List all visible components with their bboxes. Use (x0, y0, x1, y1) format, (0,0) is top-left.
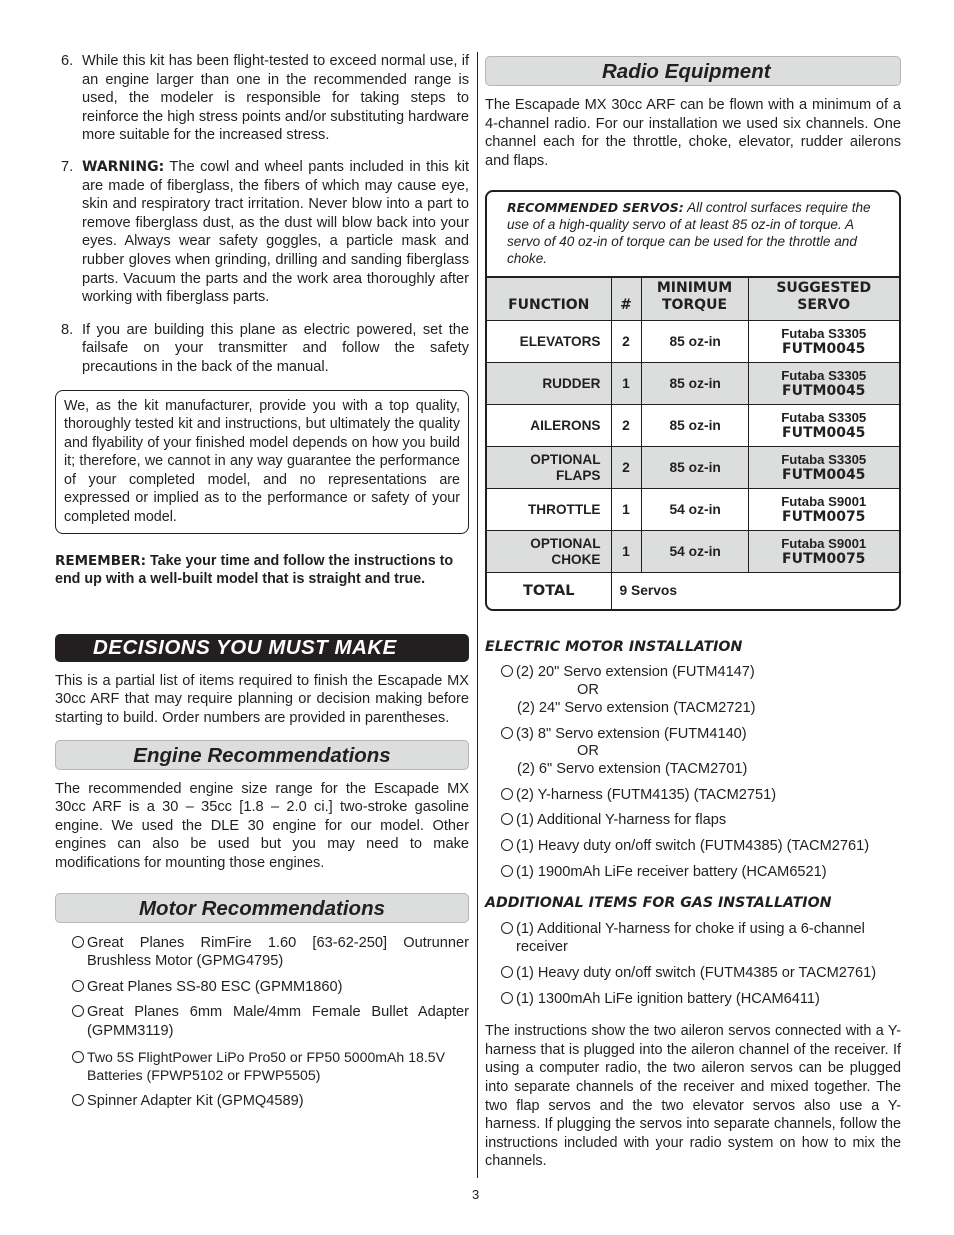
servo-cell: Futaba S3305 FUTM0045 (748, 447, 899, 489)
torque-cell: 85 oz-in (641, 447, 748, 489)
remember-label: REMEMBER: (55, 552, 147, 569)
column-header-torque: MINIMUM TORQUE (641, 277, 748, 321)
list-item: Great Planes SS-80 ESC (GPMM1860) (70, 978, 469, 997)
column-header-function: FUNCTION (487, 277, 611, 321)
count-cell: 1 (611, 363, 641, 405)
table-row (487, 321, 899, 363)
engine-heading: Engine Recommendations (55, 740, 469, 770)
checkbox-circle-icon (72, 1094, 84, 1106)
table-row (487, 489, 899, 531)
list-item: Spinner Adapter Kit (GPMQ4589) (70, 1092, 469, 1111)
gas-checklist (485, 920, 901, 1008)
list-item: (1) 1900mAh LiFe receiver battery (HCAM6521) (499, 863, 901, 882)
item-number: 8. (61, 321, 74, 338)
list-item: Great Planes RimFire 1.60 [63-62-250] Outrunner Brushless Motor (GPMG4795) (70, 934, 469, 971)
servo-note-label: RECOMMENDED SERVOS: (507, 200, 684, 216)
count-cell: 1 (611, 531, 641, 573)
list-item: (2) Y-harness (FUTM4135) (TACM2751) (499, 786, 901, 805)
motor-heading: Motor Recommendations (55, 893, 469, 923)
function-cell: ELEVATORS (487, 321, 611, 363)
item-text: While this kit has been flight-tested to exceed normal use, if an engine larger than one in the recommended range is used, the modeler is responsible for taking steps to reinforce the high stress points and/or substituting hardware more suitable for the increased stress. (82, 53, 469, 144)
list-item: (1) Additional Y-harness for flaps (499, 811, 901, 830)
checkbox-circle-icon (501, 727, 513, 739)
list-item: (2) 20" Servo extension (FUTM4147) OR (2) 24" Servo extension (TACM2721) (499, 663, 901, 717)
checkbox-circle-icon (501, 665, 513, 677)
torque-cell: 54 oz-in (641, 531, 748, 573)
recommended-servos-box (485, 190, 901, 611)
electric-heading: ELECTRIC MOTOR INSTALLATION (485, 638, 743, 655)
table-total-row (487, 573, 899, 609)
function-cell: THROTTLE (487, 489, 611, 531)
decisions-text: This is a partial list of items required to finish the Escapade MX 30cc ARF that may require planning or decision making before starting to build. Order numbers are provided in parentheses. (55, 672, 469, 727)
servo-note (487, 192, 899, 276)
checkbox-circle-icon (501, 839, 513, 851)
item-body (82, 158, 469, 307)
item-number: 6. (61, 53, 74, 69)
left-column (55, 52, 469, 1117)
table-row (487, 531, 899, 573)
item-number: 7. (61, 158, 74, 175)
count-cell: 2 (611, 321, 641, 363)
numbered-item-6 (55, 52, 469, 145)
table-header-row (487, 277, 899, 321)
gas-heading: ADDITIONAL ITEMS FOR GAS INSTALLATION (485, 895, 832, 912)
servo-table (487, 276, 899, 609)
function-cell: OPTIONAL CHOKE (487, 531, 611, 573)
checkbox-circle-icon (501, 992, 513, 1004)
table-row (487, 405, 899, 447)
right-column (485, 56, 901, 1171)
list-item: (3) 8" Servo extension (FUTM4140) OR (2) 6" Servo extension (TACM2701) (499, 725, 901, 779)
radio-text: The Escapade MX 30cc ARF can be flown with a minimum of a 4-channel radio. For our installation we used six channels. One channel each for the throttle, choke, elevator, rudder ailerons and flaps. (485, 97, 901, 169)
count-cell: 1 (611, 489, 641, 531)
checkbox-circle-icon (501, 922, 513, 934)
list-item: (1) Heavy duty on/off switch (FUTM4385) (TACM2761) (499, 837, 901, 856)
checkbox-circle-icon (501, 966, 513, 978)
checkbox-circle-icon (72, 1005, 84, 1017)
servo-note-text: All control surfaces require the use of a high-quality servo of at least 85 oz-in of torque. A servo of 40 oz-in of torque can be used for the throttle and choke. (507, 200, 871, 267)
radio-heading: Radio Equipment (485, 56, 901, 86)
servo-cell: Futaba S9001 FUTM0075 (748, 489, 899, 531)
checkbox-circle-icon (501, 788, 513, 800)
warning-label: WARNING: (82, 158, 165, 175)
remember-note (55, 552, 469, 589)
list-item: (1) Heavy duty on/off switch (FUTM4385 or TACM2761) (499, 964, 901, 983)
torque-cell: 85 oz-in (641, 363, 748, 405)
servo-cell: Futaba S9001 FUTM0075 (748, 531, 899, 573)
item-text: The cowl and wheel pants included in this kit are made of fiberglass, the fibers of which may cause eye, skin and respiratory tract irritation. Never blow into a part to remove fiberglass dust, as the dust will blow back into your eyes. Always wear safety goggles, a particle mask and rubber gloves when grinding, drilling and sanding fiberglass parts. Vacuum the parts and the work area thoroughly after working with fiberglass parts. (82, 158, 469, 306)
column-header-count: # (611, 277, 641, 321)
item-text: If you are building this plane as electric powered, set the failsafe on your transmitter and follow the safety precautions in the back of the manual. (82, 321, 469, 375)
list-item: Great Planes 6mm Male/4mm Female Bullet Adapter (GPMM3119) (70, 1003, 469, 1040)
total-value: 9 Servos (611, 573, 899, 609)
count-cell: 2 (611, 447, 641, 489)
motor-checklist (55, 934, 469, 1111)
function-cell: RUDDER (487, 363, 611, 405)
list-item: Two 5S FlightPower LiPo Pro50 or FP50 5000mAh 18.5V Batteries (FPWP5102 or FPWP5505) (70, 1048, 469, 1085)
engine-text: The recommended engine size range for the Escapade MX 30cc ARF is a 30 – 35cc [1.8 – 2.0 ci.] two-stroke gasoline engine. We used the DLE 30 engine for our model. Other engines can also be used but you may need to make modifications for mounting those engines. (55, 780, 469, 871)
checkbox-circle-icon (501, 813, 513, 825)
function-cell: AILERONS (487, 405, 611, 447)
servo-cell: Futaba S3305 FUTM0045 (748, 321, 899, 363)
page-number: 3 (472, 1187, 480, 1202)
decisions-heading: DECISIONS YOU MUST MAKE (55, 634, 469, 662)
column-divider (477, 52, 478, 1178)
electric-checklist (485, 663, 901, 881)
remember-text: Take your time and follow the instructions to end up with a well-built model that is straight and true. (55, 552, 454, 588)
servo-cell: Futaba S3305 FUTM0045 (748, 405, 899, 447)
torque-cell: 85 oz-in (641, 321, 748, 363)
function-cell: OPTIONAL FLAPS (487, 447, 611, 489)
closing-text: The instructions show the two aileron servos connected with a Y-harness that is plugged into the aileron channel of the receiver. If using a computer radio, the two aileron servos can be plugged into separate channels of the receiver and mixed together. The two flap servos and the two elevator servos also use a Y-harness. If plugging the servos into separate channels, follow the instructions included with your radio system on how to mix the channels. (485, 1023, 901, 1170)
list-item: (1) 1300mAh LiFe ignition battery (HCAM6411) (499, 990, 901, 1009)
torque-cell: 85 oz-in (641, 405, 748, 447)
numbered-item-7 (55, 158, 469, 307)
table-row (487, 363, 899, 405)
servo-cell: Futaba S3305 FUTM0045 (748, 363, 899, 405)
count-cell: 2 (611, 405, 641, 447)
table-row (487, 447, 899, 489)
checkbox-circle-icon (72, 980, 84, 992)
checkbox-circle-icon (72, 1051, 84, 1063)
checkbox-circle-icon (72, 936, 84, 948)
manufacturer-notice-box: We, as the kit manufacturer, provide you with a top quality, thoroughly tested kit and instructions, but ultimately the quality and flyability of your finished model depends on how you build it; therefore, we cannot in any way guarantee the performance of your completed model, and no representations are expressed or implied as to the performance or safety of your completed model. (55, 390, 469, 534)
checkbox-circle-icon (501, 865, 513, 877)
column-header-servo: SUGGESTED SERVO (748, 277, 899, 321)
torque-cell: 54 oz-in (641, 489, 748, 531)
numbered-item-8 (55, 321, 469, 377)
list-item: (1) Additional Y-harness for choke if using a 6-channel receiver (499, 920, 901, 957)
total-label: TOTAL (487, 573, 611, 609)
